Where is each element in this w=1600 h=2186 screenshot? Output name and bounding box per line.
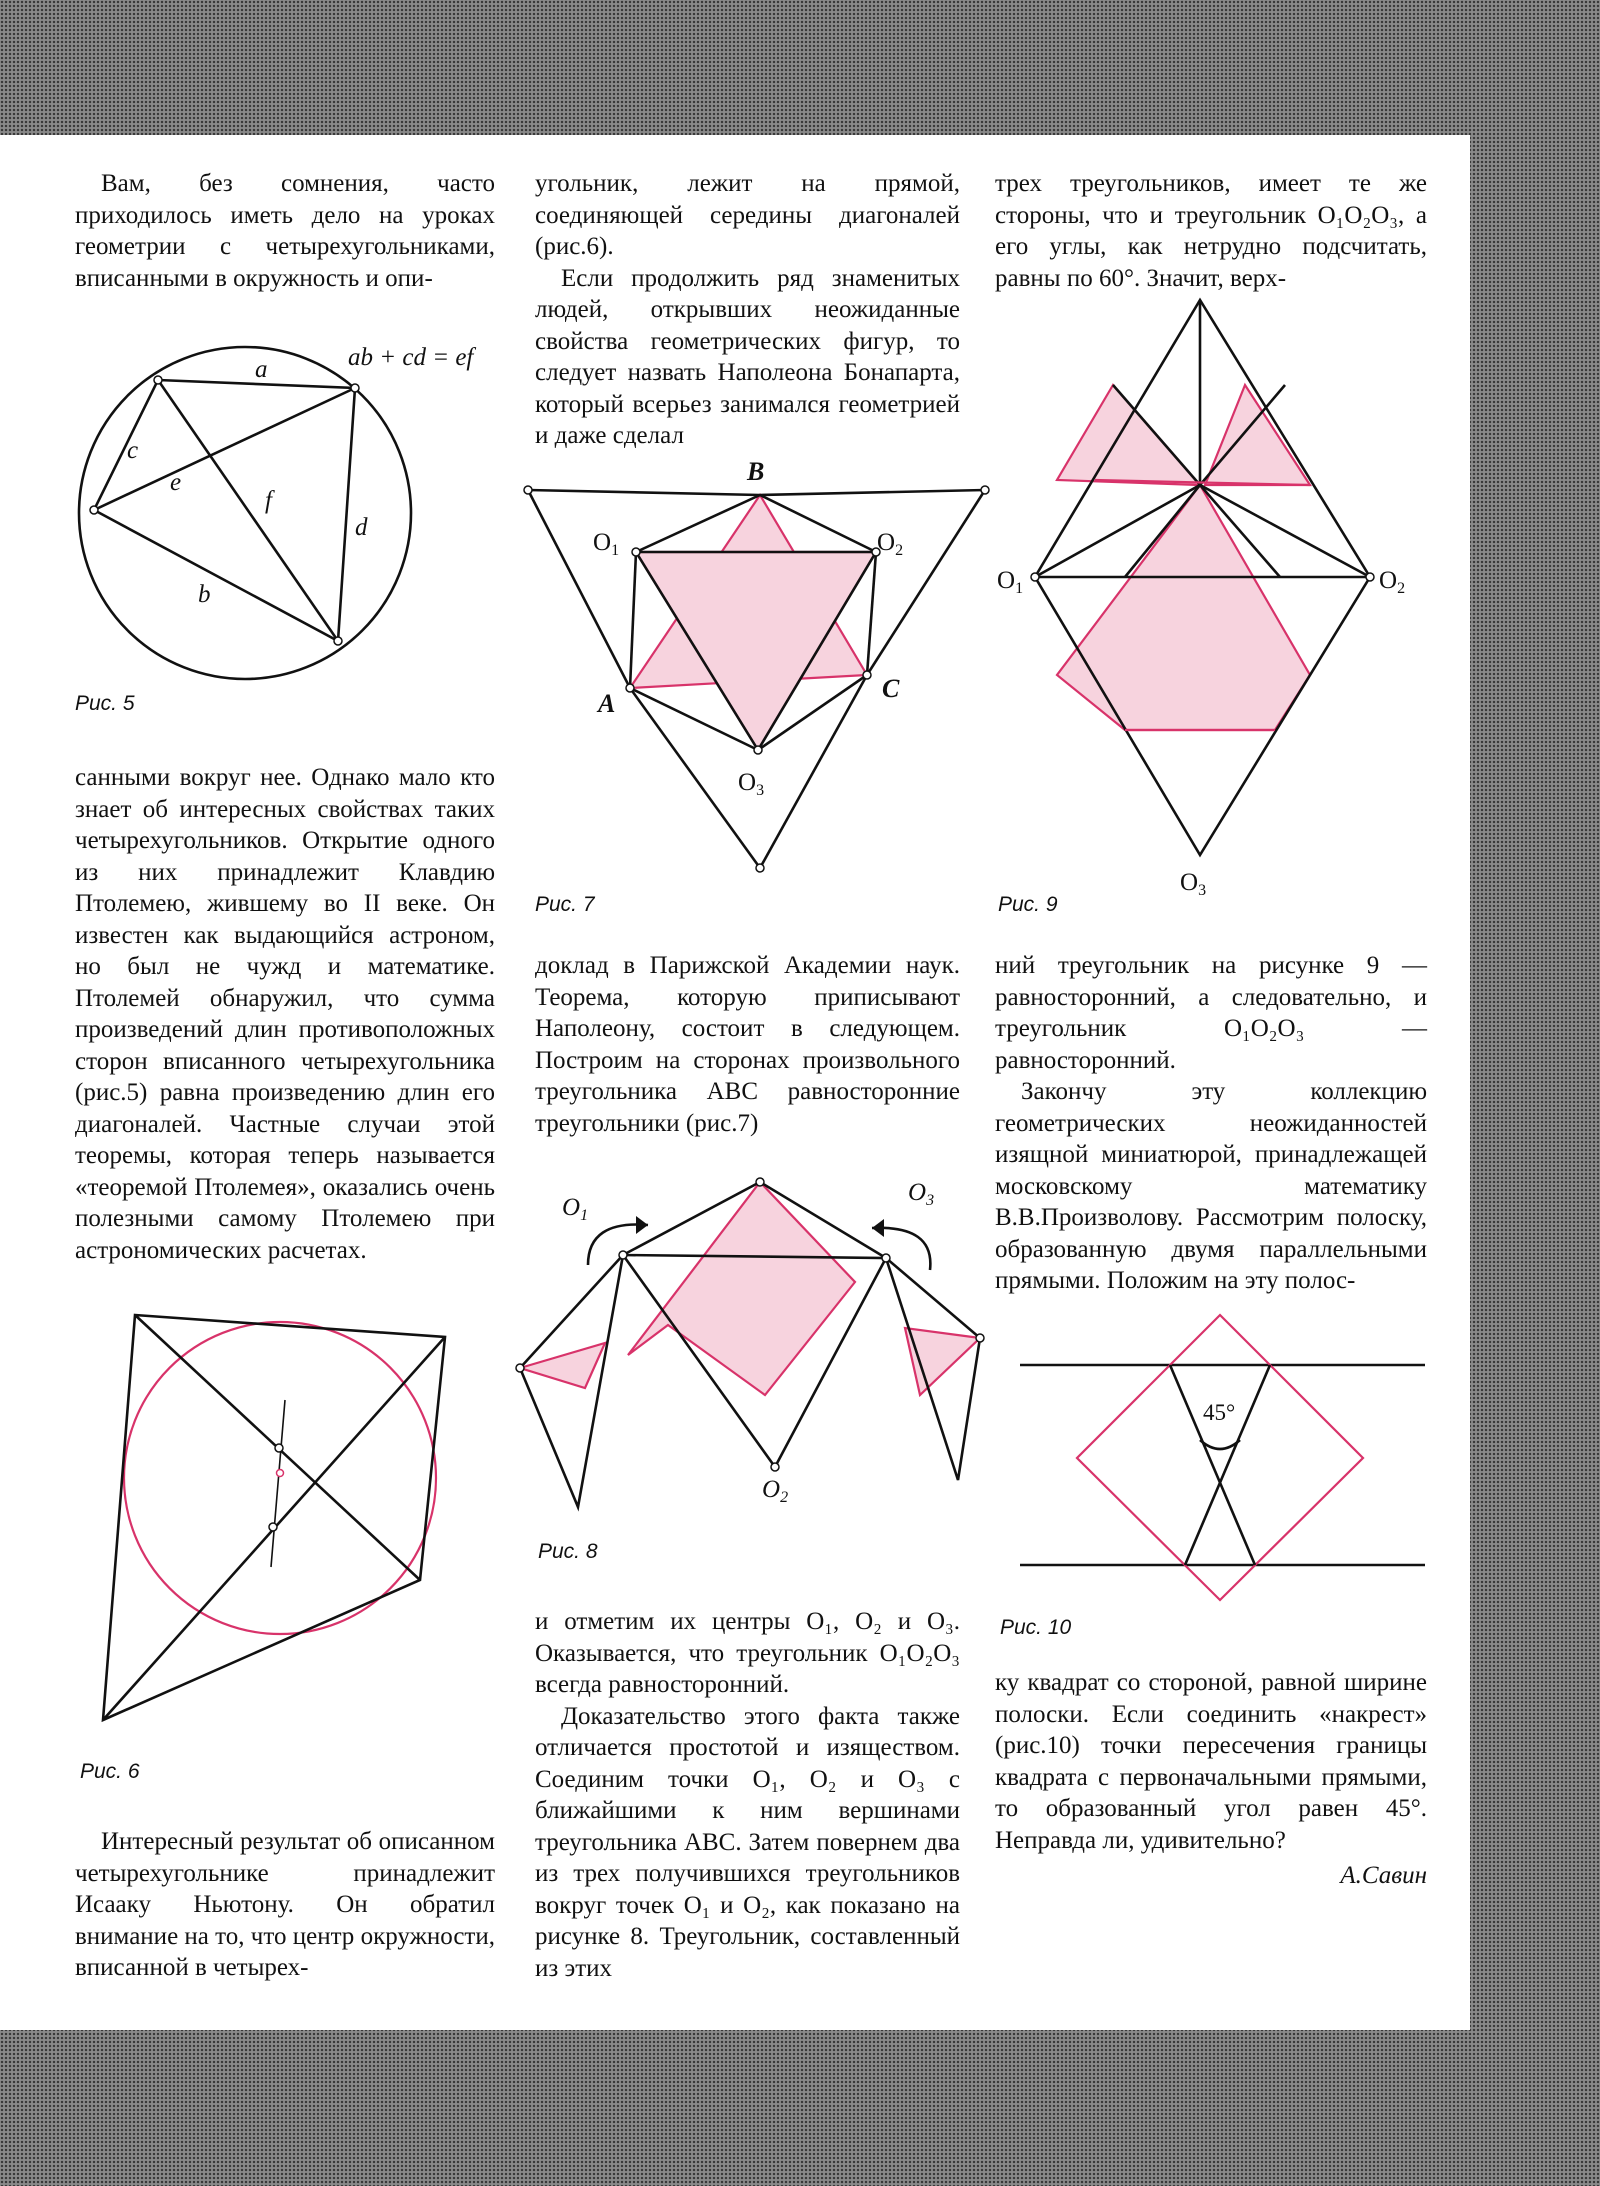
paragraph: угольник, лежит на прямой, соединяющей середины диагоналей (рис.6). xyxy=(535,170,960,260)
circumcircle xyxy=(79,347,411,679)
circumscribed-quadrilateral xyxy=(103,1315,445,1720)
incircle-center xyxy=(277,1470,284,1477)
vertex-point xyxy=(632,548,640,556)
vertex-point xyxy=(1031,573,1039,581)
vertex-point xyxy=(1366,573,1374,581)
vertex-point xyxy=(981,486,989,494)
label-O2: $O_2$ xyxy=(762,1476,789,1506)
paragraph: и отметим их центры O₁, O₂ и O₃. Оказывается, что треугольник O₁O₂O₃ всегда равносторонний. xyxy=(535,1608,960,1698)
label-e: e xyxy=(170,469,182,496)
diagonal-midpoint xyxy=(275,1444,283,1452)
figure-9-rhombus xyxy=(995,290,1435,910)
figure-10-strip xyxy=(1015,1310,1435,1610)
outer-triangle-side xyxy=(867,490,985,675)
outer-triangle-side xyxy=(528,490,630,688)
vertex-point xyxy=(334,637,342,645)
arrow-head xyxy=(872,1219,884,1237)
shaded-triangle xyxy=(1057,385,1200,485)
vertex-point xyxy=(619,1251,627,1259)
column3-top-text xyxy=(995,168,1427,294)
column2-middle-text xyxy=(535,950,960,1139)
vertex-point xyxy=(882,1254,890,1262)
paragraph: Закончу эту коллекцию геометрических неожиданностей изящной миниатюрой, принадлежащей московскому математику В.В.Произволову. Рассмотрим полоску, образованную двумя параллельными прямыми. Положим на эту полос- xyxy=(995,1078,1427,1294)
figure-6-newton xyxy=(95,1305,455,1745)
vertex-point xyxy=(771,1463,779,1471)
label-O1: $O_1$ xyxy=(562,1194,589,1224)
paragraph: Если продолжить ряд знаменитых людей, открывших неожиданные свойства геометрических фигур, то следует назвать Наполеона Бонапарта, который всерьез занимался геометрией и даже сделал xyxy=(535,264,960,449)
paragraph: ний треугольник на рисунке 9 — равносторонний, а следовательно, и треугольник O₁O₂O₃ — равносторонний. xyxy=(995,952,1427,1074)
paragraph: трех треугольников, имеет те же стороны, что и треугольник O₁O₂O₃, а его углы, как нетрудно подсчитать, равны по 60°. Значит, верх- xyxy=(995,170,1427,292)
vertex-point xyxy=(154,376,162,384)
connector xyxy=(867,552,876,675)
vertex-point xyxy=(626,684,634,692)
figure-8-rotation xyxy=(510,1170,990,1520)
column2-top-text xyxy=(535,168,960,452)
label-B: B xyxy=(747,457,765,486)
label-a: a xyxy=(255,356,268,383)
column3-middle-text xyxy=(995,950,1427,1297)
column2-bottom-text xyxy=(535,1606,960,1984)
label-O3: $O_3$ xyxy=(1180,869,1207,899)
incircle xyxy=(124,1322,436,1634)
caption-fig8: Рис. 8 xyxy=(538,1540,598,1563)
newton-line xyxy=(271,1400,285,1567)
arrow-head xyxy=(636,1216,648,1234)
connector xyxy=(630,552,636,688)
diagonal-midpoint xyxy=(269,1523,277,1531)
figure-5-ptolemy xyxy=(80,340,474,680)
shaded-triangle xyxy=(905,1328,980,1395)
outer-triangle-side xyxy=(760,490,985,495)
shaded-triangle xyxy=(628,1182,855,1395)
author-signature: А.Савин xyxy=(1340,1862,1427,1889)
vertex-point xyxy=(524,486,532,494)
column1-middle-text xyxy=(75,762,495,1266)
cross-line xyxy=(1170,1365,1255,1565)
vertex-point xyxy=(90,506,98,514)
inscribed-quadrilateral xyxy=(94,380,355,641)
tilted-square xyxy=(1077,1315,1363,1600)
label-C: C xyxy=(882,674,900,703)
label-O3: $O_3$ xyxy=(738,769,765,799)
label-O3: $O_3$ xyxy=(908,1179,935,1209)
label-O2: $O_2$ xyxy=(877,529,904,559)
outer-triangle-side xyxy=(528,490,760,495)
label-O1: $O_1$ xyxy=(997,567,1024,597)
column3-bottom-text xyxy=(995,1667,1427,1892)
caption-fig10: Рис. 10 xyxy=(1000,1616,1072,1639)
angle-label: 45° xyxy=(1203,1400,1236,1425)
caption-fig6: Рис. 6 xyxy=(80,1760,140,1783)
label-d: d xyxy=(355,514,368,541)
shaded-triangle xyxy=(1057,485,1310,730)
paragraph: санными вокруг нее. Однако мало кто знает об интересных свойствах таких четырехугольников. Открытие одного из них принадлежит Клавдию Птолемею, жившему во II веке. Он известен как выдающийся астроном, но был не чужд и математике. Птолемей обнаружил, что сумма произведений длин противоположных сторон вписанного четырехугольника (рис.5) равна произведению длин его диагоналей. Частные случаи этой теоремы, которая теперь называется «теоремой Птолемея», оказались очень полезными самому Птолемею при астрономических расчетах. xyxy=(75,764,495,1264)
caption-fig9: Рис. 9 xyxy=(998,893,1058,916)
figure-7-napoleon xyxy=(520,457,1000,880)
shaded-triangle xyxy=(1205,385,1310,485)
formula-label: ab + cd = ef xyxy=(348,344,474,371)
caption-fig5: Рис. 5 xyxy=(75,692,135,715)
column1-top-text xyxy=(75,168,495,294)
paragraph: Вам, без сомнения, часто приходилось иметь дело на уроках геометрии с четырехугольниками, вписанными в окружность и опи- xyxy=(75,170,495,292)
diagonal-f xyxy=(158,380,338,641)
label-c: c xyxy=(127,437,139,464)
caption-fig7: Рис. 7 xyxy=(535,893,595,916)
label-O1: $O_1$ xyxy=(593,529,620,559)
label-b: b xyxy=(198,581,211,608)
paragraph: Интересный результат об описанном четырехугольнике принадлежит Исааку Ньютону. Он обратил внимание на то, что центр окружности, вписанной в четырех- xyxy=(75,1828,495,1981)
label-A: A xyxy=(598,689,616,718)
column1-bottom-text xyxy=(75,1826,495,1984)
paragraph: доклад в Парижской Академии наук. Теорема, которую приписывают Наполеону, состоит в следующем. Построим на сторонах произвольного треугольника ABC равносторонние треугольники (рис.7) xyxy=(535,952,960,1137)
paragraph: Доказательство этого факта также отличается простотой и изяществом. Соединим точки O₁, O₂ и O₃ с ближайшими к ним вершинами треугольника ABC. Затем повернем два из трех получившихся треугольников вокруг точек O₁ и O₂, как показано на рисунке 8. Треугольник, составленный из этих xyxy=(535,1702,960,1982)
vertex-point xyxy=(976,1334,984,1342)
vertex-point xyxy=(756,864,764,872)
label-f: f xyxy=(265,487,272,514)
label-O2: $O_2$ xyxy=(1379,567,1406,597)
shaded-triangle xyxy=(520,1343,605,1388)
vertex-point xyxy=(756,1178,764,1186)
vertex-point xyxy=(351,384,359,392)
paragraph: ку квадрат со стороной, равной ширине полоски. Если соединить «накрест» (рис.10) точки пересечения границы квадрата с первоначальными прямыми, то образованный угол равен 45°. Неправда ли, удивительно? xyxy=(995,1669,1427,1854)
vertex-point xyxy=(754,746,762,754)
cross-line xyxy=(1185,1365,1270,1565)
vertex-point xyxy=(863,671,871,679)
vertex-point xyxy=(516,1364,524,1372)
